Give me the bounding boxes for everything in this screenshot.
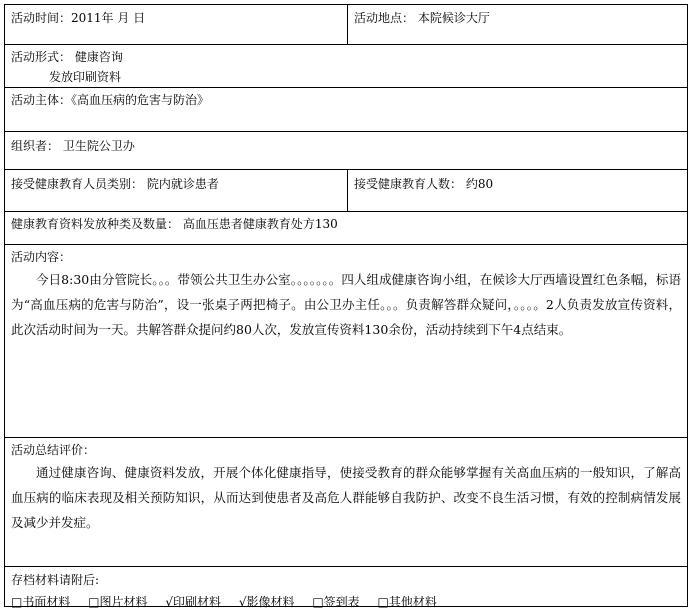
row-organizer	[5, 131, 687, 169]
audience-category-cell	[5, 170, 347, 211]
row-time-location	[5, 5, 687, 44]
archive-option-video: √影像材料	[238, 595, 295, 609]
activity-location: 活动地点： 本院候诊大厅	[354, 11, 490, 25]
archive-option-other: □其他材料	[377, 595, 437, 609]
activity-content-cell	[5, 245, 687, 437]
organizer-cell	[5, 132, 687, 169]
activity-form-label: 活动形式： 健康咨询	[11, 50, 123, 64]
content-text: 今日8:30由分管院长。。。带领公共卫生办公室。。。。。。。四人组成健康咨询小组，在候诊大厅西墙设置红色条幅，标语为“高血压病的危害与防治”，设一张桌子两把椅子。由公卫办主任。。。负责解答群众疑问，。。。。2人负责发放宣传资料，此次活动时间为一天。共解答群众提问约80人次，发放宣传资料130余份，活动持续到下午4点结束。	[11, 272, 681, 337]
health-education-activity-form	[4, 4, 688, 607]
row-audience	[5, 169, 687, 211]
audience-category: 接受健康教育人员类别： 院内就诊患者	[11, 177, 219, 191]
row-activity-theme	[5, 87, 687, 131]
activity-time-cell	[5, 5, 347, 44]
row-materials	[5, 211, 687, 244]
activity-theme: 活动主体：《高血压病的危害与防治》	[11, 93, 210, 107]
activity-form-cell	[5, 45, 687, 87]
row-summary	[5, 437, 687, 566]
activity-time: 活动时间：2011年 月 日	[11, 11, 146, 25]
materials: 健康教育资料发放种类及数量： 高血压患者健康教育处方130	[11, 217, 338, 231]
activity-form-line2: 发放印刷资料	[49, 70, 122, 84]
summary-cell	[5, 438, 687, 566]
audience-count: 接受健康教育人数： 约80	[354, 177, 494, 191]
archive-option-pictures: □图片材料	[88, 595, 148, 609]
activity-location-cell	[347, 5, 687, 44]
archive-option-signin: □签到表	[312, 595, 360, 609]
activity-theme-cell	[5, 88, 687, 131]
archive-option-printed: √印刷材料	[165, 595, 221, 609]
materials-cell	[5, 212, 687, 244]
row-activity-form	[5, 44, 687, 87]
content-label: 活动内容：	[11, 250, 72, 264]
archive-option-written: □书面材料	[11, 595, 71, 609]
summary-text: 通过健康咨询、健康资料发放，开展个体化健康指导，使接受教育的群众能够掌握有关高血压病的一般知识，了解高血压病的临床表现及相关预防知识，从而达到使患者及高危人群能够自我防护、改变不良生活习惯，有效的控制病情发展及减少并发症。	[11, 465, 681, 530]
organizer: 组织者： 卫生院公卫办	[11, 139, 135, 153]
row-activity-content	[5, 244, 687, 437]
row-archive	[5, 566, 687, 609]
audience-count-cell	[347, 170, 687, 211]
archive-cell	[5, 567, 687, 609]
summary-label: 活动总结评价：	[11, 443, 96, 457]
archive-label: 存档材料请附后:	[11, 573, 100, 587]
archive-options	[11, 594, 681, 610]
